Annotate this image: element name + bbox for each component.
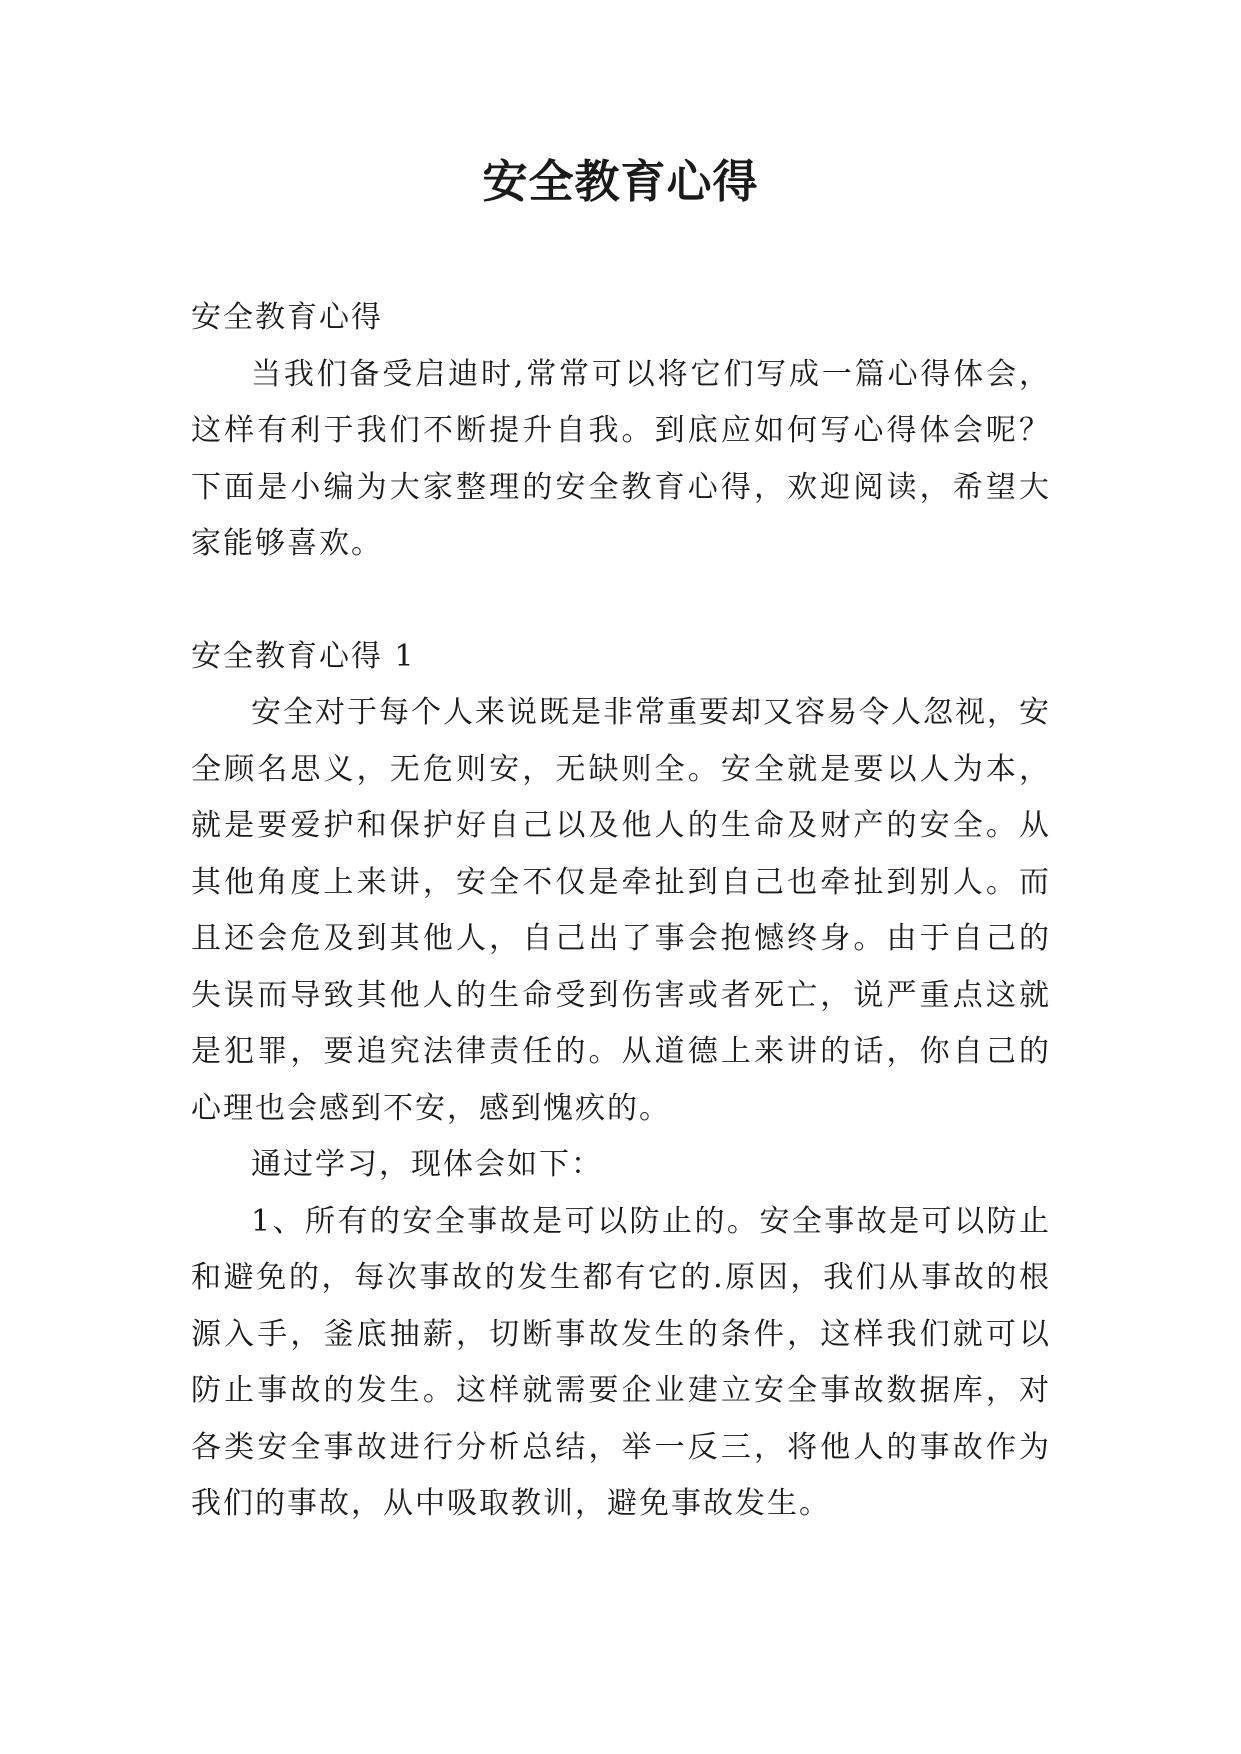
- document-body: [191, 290, 1051, 1533]
- section-1-paragraph-2: 通过学习，现体会如下：: [251, 1147, 603, 1182]
- section-1-paragraph-3: 1、所有的安全事故是可以防止的。安全事故是可以防止和避免的，每次事故的发生都有它的.原因，我们从事故的根源入手，釜底抽薪，切断事故发生的条件，这样我们就可以防止事故的发生。这样就需要企业建立安全事故数据库，对各类安全事故进行分析总结，举一反三，将他人的事故作为我们的事故，从中吸取教训，避免事故发生。: [191, 1203, 1051, 1521]
- section-spacer: [191, 573, 1051, 629]
- intro-paragraph: 当我们备受启迪时,常常可以将它们写成一篇心得体会，这样有利于我们不断提升自我。到底应如何写心得体会呢？下面是小编为大家整理的安全教育心得，欢迎阅读，希望大家能够喜欢。: [191, 356, 1051, 561]
- intro-heading: 安全教育心得: [191, 300, 383, 335]
- document-title: 安全教育心得: [482, 155, 759, 208]
- section-1-heading: 安全教育心得 1: [191, 638, 416, 674]
- section-1-paragraph-1: 安全对于每个人来说既是非常重要却又容易令人忽视，安全顾名思义，无危则安，无缺则全。安全就是要以人为本，就是要爱护和保护好自己以及他人的生命及财产的安全。从其他角度上来讲，安全不仅是牵扯到自己也牵扯到别人。而且还会危及到其他人，自己出了事会抱憾终身。由于自己的失误而导致其他人的生命受到伤害或者死亡，说严重点这就是犯罪，要追究法律责任的。从道德上来讲的话，你自己的心理也会感到不安，感到愧疚的。: [191, 695, 1051, 1126]
